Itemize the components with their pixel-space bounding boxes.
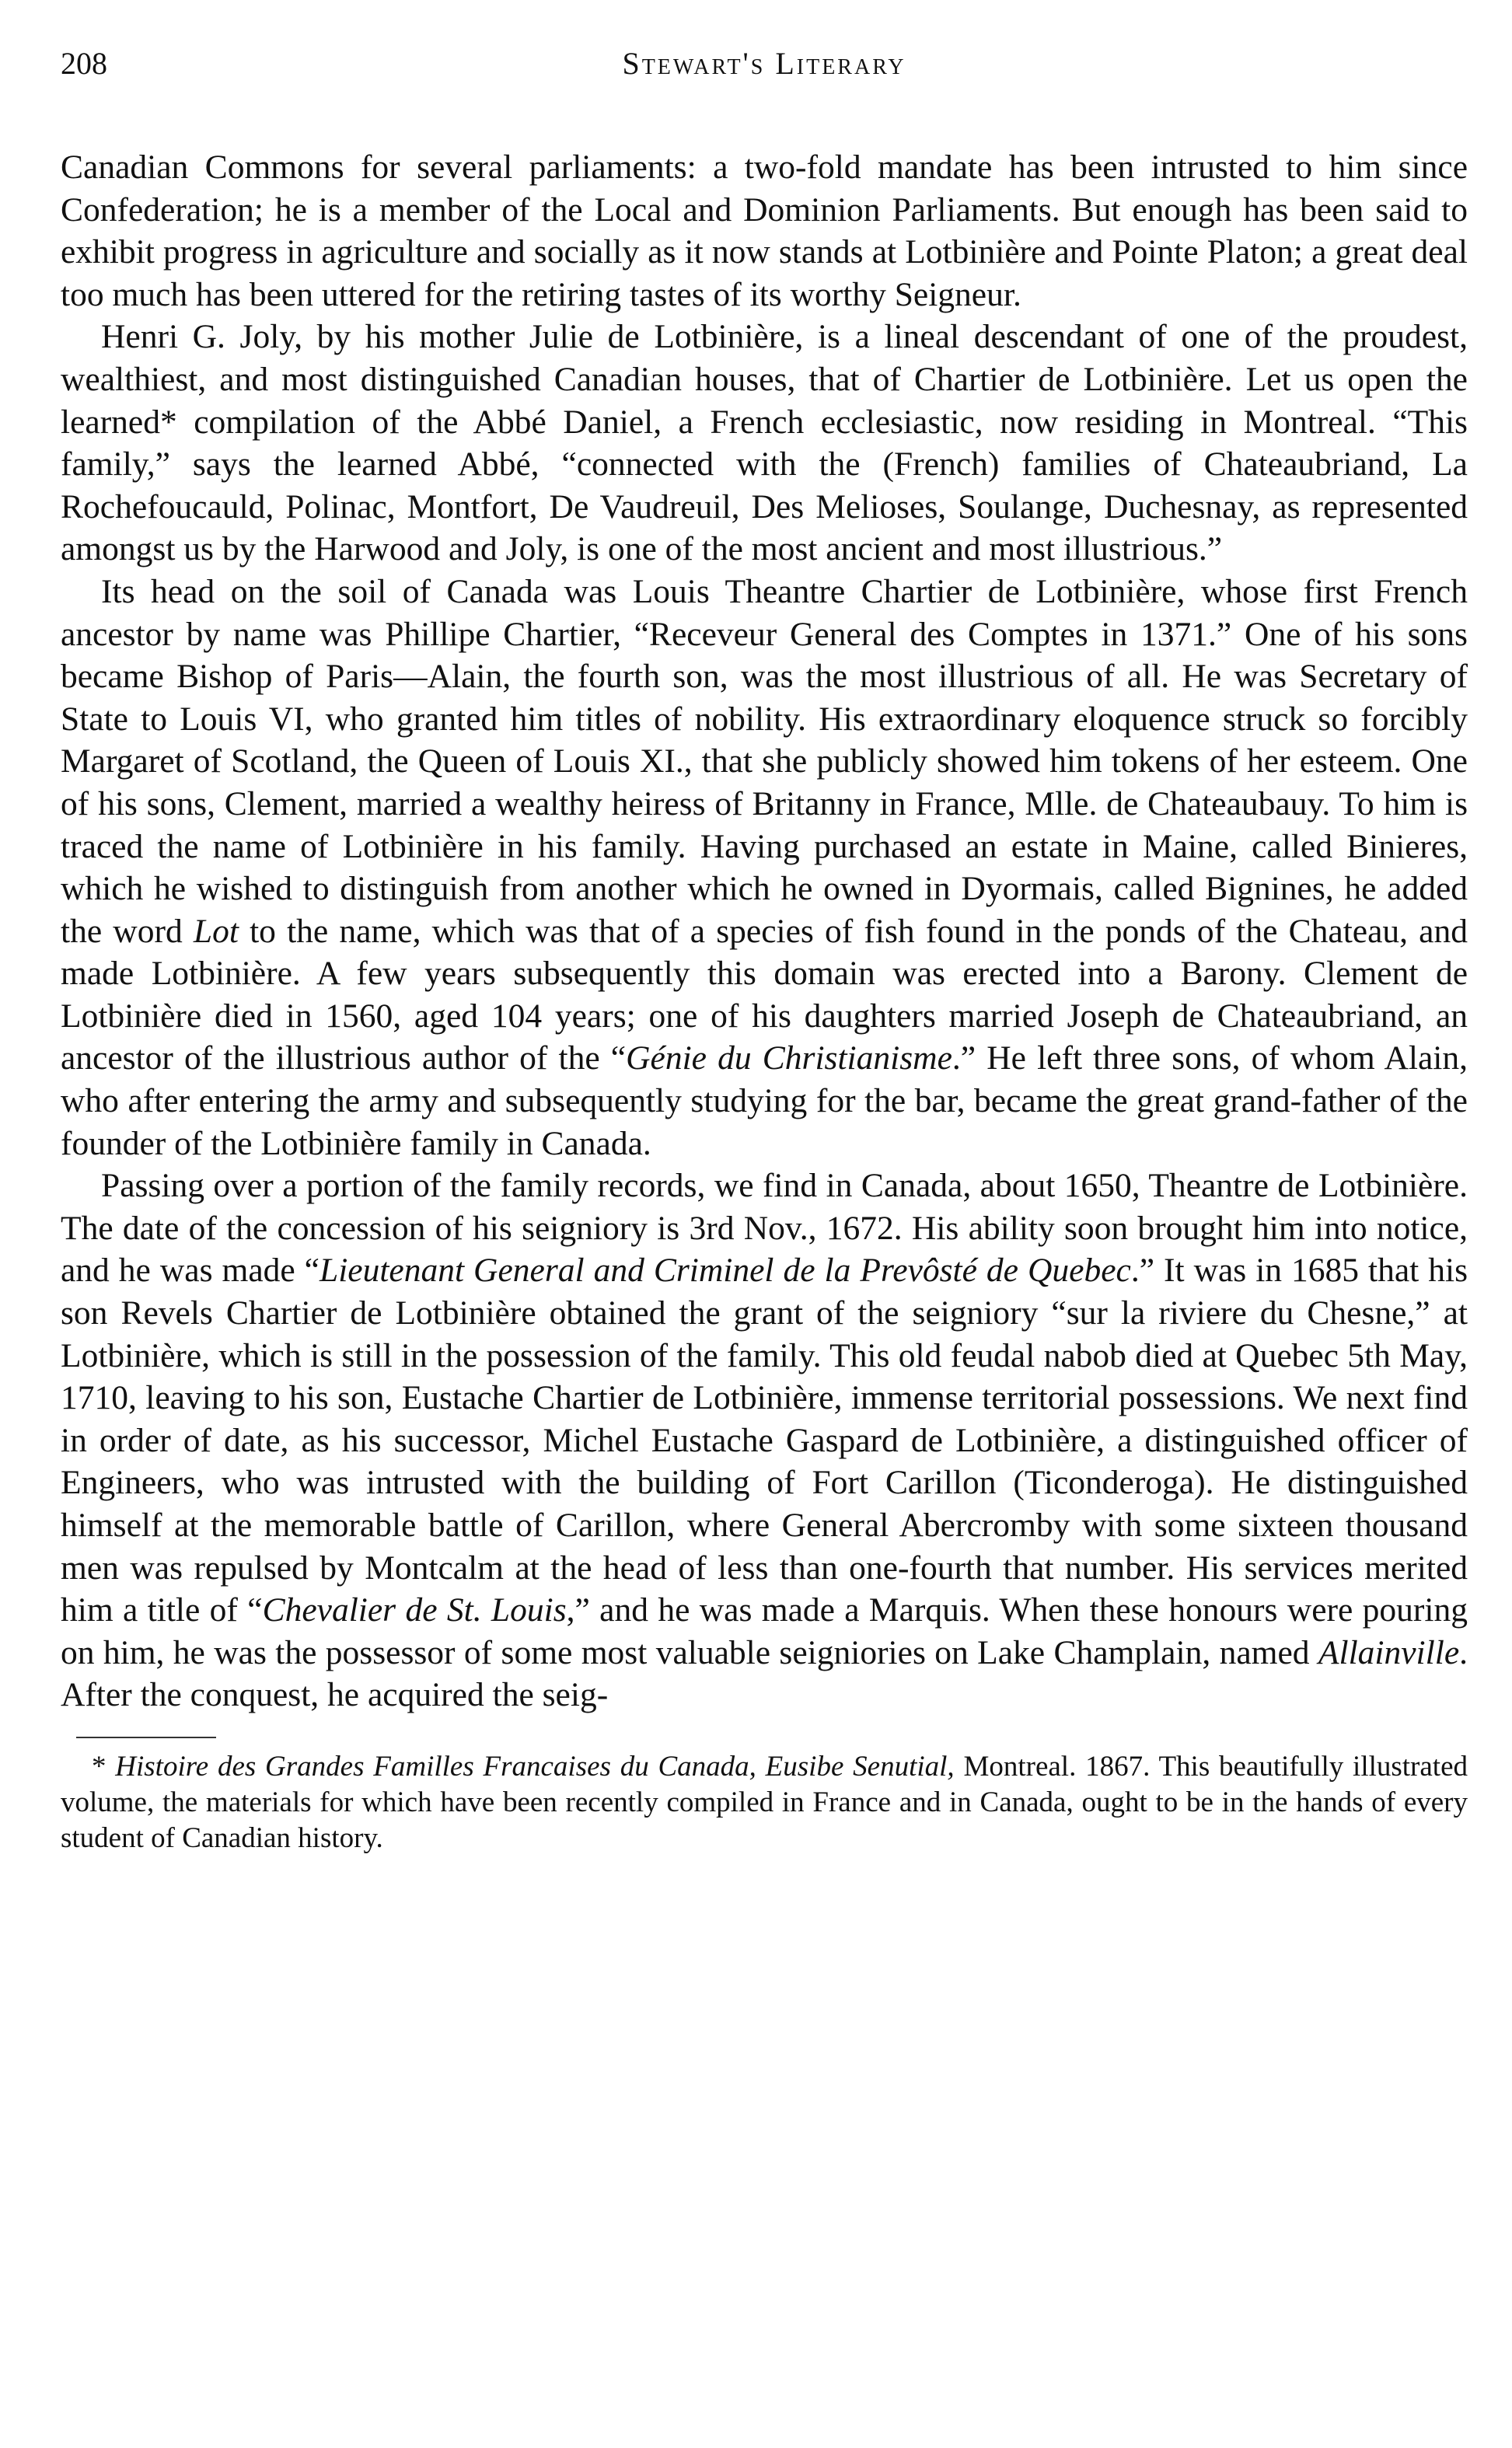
book-title: Génie du Christianisme [626, 1039, 952, 1077]
paragraph-4 [61, 1165, 1468, 1716]
paragraph-4-text-middle: .” It was in 1685 that his son Revels Chartier de Lotbinière obtained the grant of the seigniory “sur la riviere du Chesne,” at Lotbinière, which is still in the possession of the family. This old feudal nabob died at Quebec 5th May, 1710, leaving to his son, Eustache Chartier de Lotbinière, immense territorial possessions. We next find in order of date, as his successor, Michel Eustache Gaspard de Lotbinière, a distinguished officer of Engineers, who was intrusted with the building of Fort Carillon (Ticonderoga). He distinguished himself at the memorable battle of Carillon, where General Abercromby with some sixteen thousand men was repulsed by Montcalm at the head of less than one-fourth that number. His services merited him a title of “ [61, 1252, 1468, 1629]
paragraph-3-text-end: .” He left three sons, of whom Alain, who after entering the army and subsequently studying for the bar, became the great grand-father of the founder of the Lotbinière family in Canada. [61, 1039, 1468, 1162]
paragraph-3-text: Its head on the soil of Canada was Louis Theantre Chartier de Lotbinière, whose first French ancestor by name was Phillipe Chartier, “Receveur General des Comptes in 1371.” One of his sons became Bishop of Paris—Alain, the fourth son, was the most illustrious of all. He was Secretary of State to Louis VI, who granted him titles of nobility. His extraordinary eloquence struck so forcibly Margaret of Scotland, the Queen of Louis XI., that she publicly showed him tokens of her esteem. One of his sons, Clement, married a wealthy heiress of Britanny in France, Mlle. de Chateaubauy. To him is traced the name of Lotbinière in his family. Having purchased an estate in Maine, called Binieres, which he wished to distinguish from another which he owned in Dyormais, called Bignines, he added the word [61, 572, 1468, 950]
paragraph-3 [61, 571, 1468, 1165]
paragraph-4-text-end: . After the conquest, he acquired the seig- [61, 1633, 1468, 1714]
running-title: Stewart's Literary [622, 46, 906, 81]
footnote-divider [76, 1737, 216, 1738]
place-name: Allainville [1318, 1633, 1460, 1671]
paragraph-1: Canadian Commons for several parliaments: a two-fold mandate has been intrusted to him since Confederation; he is a member of the Local and Dominion Parliaments. But enough has been said to exhibit progress in agriculture and socially as it now stands at Lotbinière and Pointe Platon; a great deal too much has been uttered for the retiring tastes of its worthy Seigneur. [61, 148, 1468, 313]
paragraph-2: Henri G. Joly, by his mother Julie de Lotbinière, is a lineal descendant of one of the proudest, wealthiest, and most distinguished Canadian houses, that of Chartier de Lotbinière. Let us open the learned* compilation of the Abbé Daniel, a French ecclesiastic, now residing in Montreal. “This family,” says the learned Abbé, “connected with the (French) families of Chateaubriand, La Rochefoucauld, Polinac, Montfort, De Vaudreuil, Des Melioses, Soulange, Duchesnay, as represented amongst us by the Harwood and Joly, is one of the most ancient and most illustrious.” [61, 318, 1468, 568]
office-title: Lieutenant General and Criminel de la Prevôsté de Quebec [320, 1252, 1131, 1290]
footnote [61, 1749, 1468, 1856]
lot-word: Lot [193, 912, 239, 950]
footnote-text: Montreal. 1867. This beautifully illustrated volume, the materials for which have been recently compiled in France and in Canada, ought to be in the hands of every student of Canadian history. [61, 1750, 1468, 1854]
body-text [61, 146, 1468, 1716]
paragraph-4-text-continued: ,” and he was made a Marquis. When these honours were pouring on him, he was the possessor of some most valuable seigniories on Lake Champlain, named [61, 1591, 1468, 1671]
document-page [61, 45, 1468, 1856]
footnote-marker: * [92, 1750, 107, 1783]
footnote-citation: Histoire des Grandes Familles Francaises du Canada, Eusibe Senutial, [115, 1750, 955, 1783]
paragraph-3-text-continued: to the name, which was that of a species of fish found in the ponds of the Chateau, and made Lotbinière. A few years subsequently this domain was erected into a Barony. Clement de Lotbinière died in 1560, aged 104 years; one of his daughters married Joseph de Chateaubriand, an ancestor of the illustrious author of the “ [61, 912, 1468, 1077]
page-header [61, 45, 1468, 92]
page-number: 208 [61, 46, 107, 81]
paragraph-4-text: Passing over a portion of the family records, we find in Canada, about 1650, Theantre de Lotbinière. The date of the concession of his seigniory is 3rd Nov., 1672. His ability soon brought him into notice, and he was made “ [61, 1167, 1468, 1290]
honour-title: Chevalier de St. Louis [262, 1591, 567, 1629]
